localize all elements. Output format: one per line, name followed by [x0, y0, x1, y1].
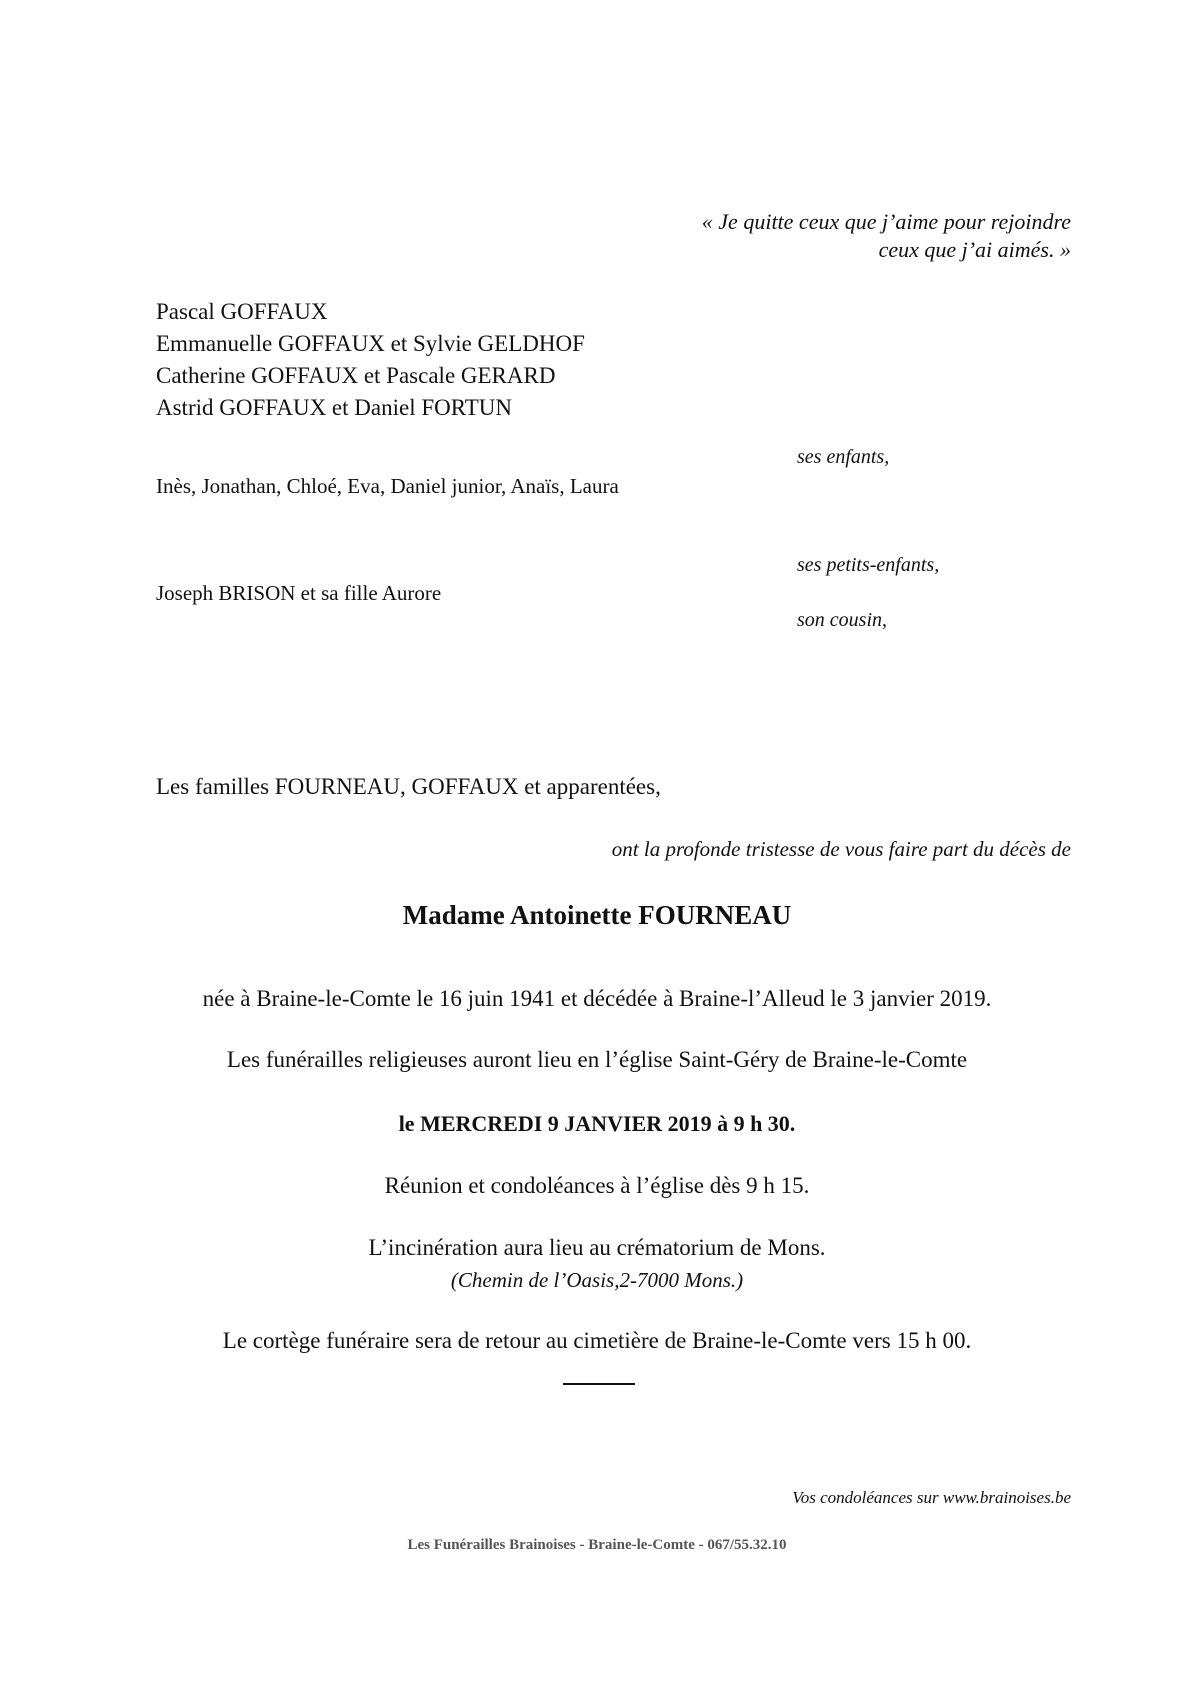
families-line: Les familles FOURNEAU, GOFFAUX et apparentées, [156, 774, 661, 799]
quote-line-2: ceux que j’ai aimés. » [878, 237, 1071, 262]
condolences-line: Vos condoléances sur www.brainoises.be [792, 1488, 1071, 1507]
child-name: Astrid GOFFAUX et Daniel FORTUN [156, 395, 512, 420]
child-name: Pascal GOFFAUX [156, 299, 328, 324]
cremation-line: L’incinération aura lieu au crématorium de Mons. [368, 1235, 826, 1260]
deceased-name: Madame Antoinette FOURNEAU [402, 900, 792, 930]
children-list [156, 296, 585, 424]
quote-line-1: « Je quitte ceux que j’aime pour rejoindre [701, 209, 1071, 234]
separator-rule [563, 1383, 635, 1385]
footer-funeral-home: Les Funérailles Brainoises - Braine-le-Comte - 067/55.32.10 [407, 1537, 787, 1553]
epigraph-quote [702, 208, 1071, 264]
cousin-names: Joseph BRISON et sa fille Aurore [156, 581, 442, 605]
cousin-label: son cousin, [797, 609, 887, 631]
funeral-date-line: le MERCREDI 9 JANVIER 2019 à 9 h 30. [398, 1111, 796, 1136]
child-name: Catherine GOFFAUX et Pascale GERARD [156, 363, 556, 388]
funeral-location-line: Les funérailles religieuses auront lieu en l’église Saint-Géry de Braine-le-Comte [226, 1047, 968, 1072]
announcement-line: ont la profonde tristesse de vous faire part du décès de [611, 837, 1071, 861]
cortege-line: Le cortège funéraire sera de retour au cimetière de Braine-le-Comte vers 15 h 00. [222, 1328, 972, 1353]
cremation-address: (Chemin de l’Oasis,2-7000 Mons.) [450, 1268, 744, 1292]
meeting-line: Réunion et condoléances à l’église dès 9 h 15. [384, 1173, 810, 1198]
grandchildren-label: ses petits-enfants, [797, 554, 940, 576]
children-label: ses enfants, [797, 446, 890, 468]
grandchildren-names: Inès, Jonathan, Chloé, Eva, Daniel junior, Anaïs, Laura [156, 474, 619, 498]
birth-death-line: née à Braine-le-Comte le 16 juin 1941 et décédée à Braine-l’Alleud le 3 janvier 2019. [202, 986, 992, 1011]
child-name: Emmanuelle GOFFAUX et Sylvie GELDHOF [156, 331, 585, 356]
